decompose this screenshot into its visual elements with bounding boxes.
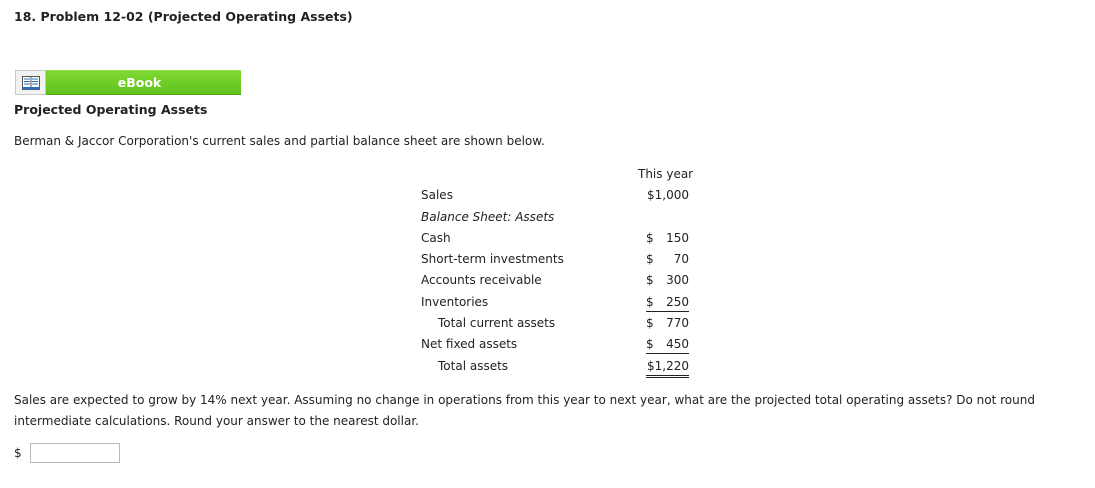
problem-title: 18. Problem 12-02 (Projected Operating Assets) [14,9,353,24]
row-value [646,337,689,354]
ebook-label: eBook [46,70,241,95]
row-value [646,252,689,268]
question-text: Sales are expected to grow by 14% next year. Assuming no change in operations from this year to next year, what are the projected total operating assets? Do not round intermediate calculations. Round your answer to the nearest dollar. [14,393,1035,428]
table-row-total-assets [421,356,693,377]
value-amount: 770 [666,316,689,331]
row-value [646,231,689,247]
value-amount: 450 [666,337,689,352]
row-label: Net fixed assets [421,337,518,352]
row-value [646,273,689,289]
intro-text: Berman & Jaccor Corporation's current sales and partial balance sheet are shown below. [14,134,545,148]
row-label: Cash [421,230,451,245]
table-row-inventories [421,292,693,313]
row-value [646,188,689,204]
row-value [646,359,689,378]
value-amount: $1,220 [647,358,689,373]
table-header-row [421,164,693,185]
ebook-button[interactable] [15,70,241,95]
answer-input[interactable] [30,443,120,463]
row-label: Short-term investments [421,252,564,267]
row-value [646,316,689,332]
section-heading: Projected Operating Assets [14,102,208,117]
balance-sheet-table [421,164,693,377]
value-amount: 150 [666,230,689,245]
row-label: Inventories [421,294,489,309]
row-label: Total assets [438,358,509,373]
open-book-icon [15,70,46,95]
value-amount: 250 [666,294,689,309]
table-row-sales [421,185,693,206]
value-dollar-sign: $ [646,294,654,309]
value-amount: 70 [673,252,689,267]
row-value [646,295,689,312]
value-dollar-sign: $ [646,252,654,267]
value-amount: 300 [666,273,689,288]
value-dollar-sign: $ [646,273,654,288]
value-dollar-sign: $ [646,337,654,352]
table-row-short-term-investments [421,249,693,270]
balance-sheet-heading: Balance Sheet: Assets [421,209,555,224]
value-dollar-sign: $ [646,316,654,331]
table-row-cash [421,228,693,249]
value-dollar-sign: $ [646,230,654,245]
table-row-bs-heading [421,207,693,228]
column-header-this-year: This year [638,167,694,181]
row-label: Accounts receivable [421,273,542,288]
row-label: Total current assets [438,316,556,331]
table-row-net-fixed-assets [421,334,693,355]
row-label: Sales [421,188,453,203]
value-amount: $1,000 [647,188,689,203]
table-row-total-current-assets [421,313,693,334]
table-row-accounts-receivable [421,270,693,291]
answer-currency-symbol: $ [14,446,22,460]
